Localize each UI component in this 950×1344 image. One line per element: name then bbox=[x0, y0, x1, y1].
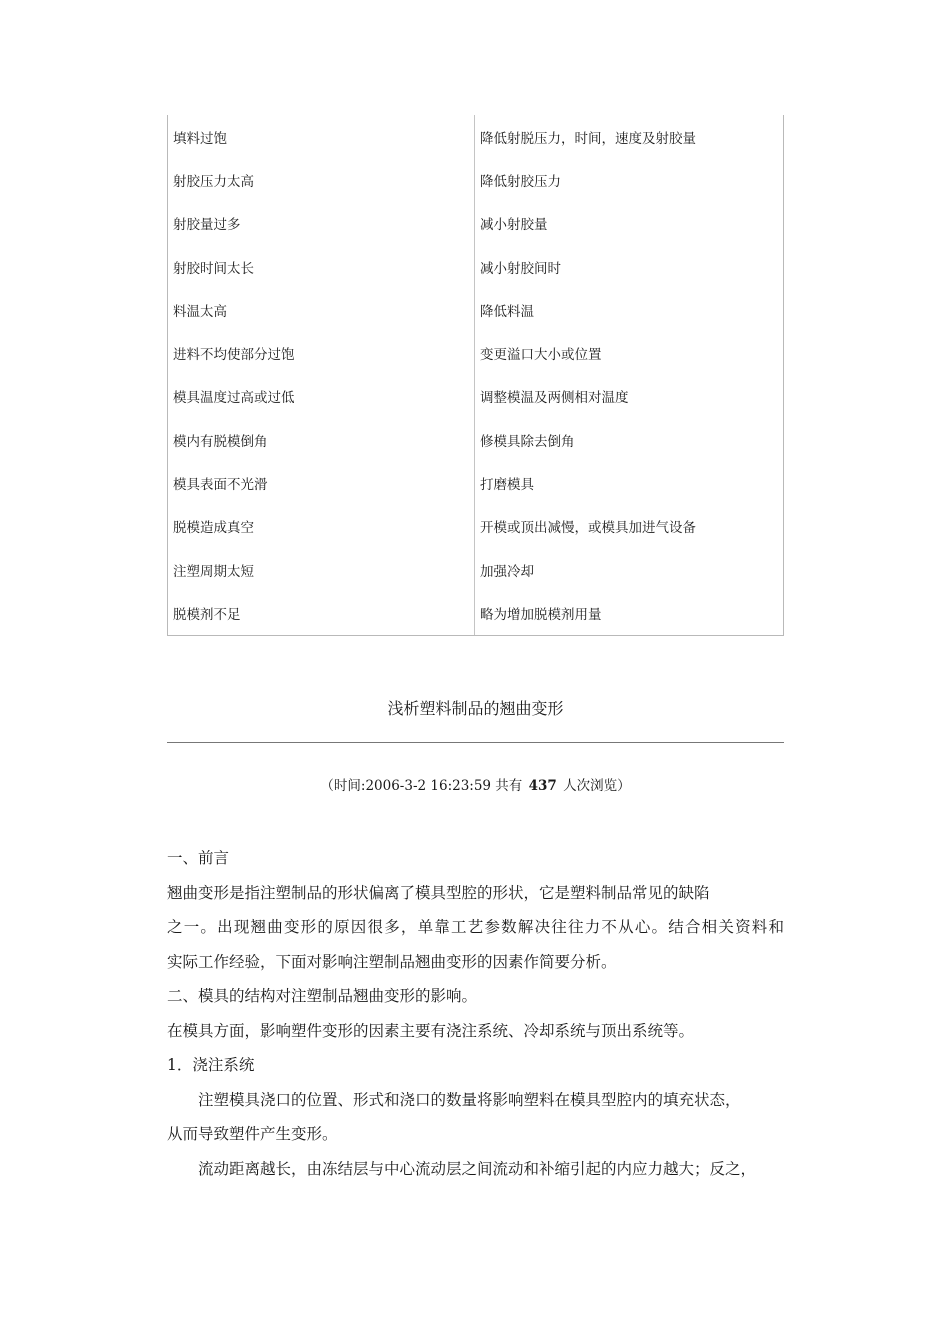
subsection-heading: 1．浇注系统 bbox=[167, 1056, 255, 1074]
fix-cell: 减小射胶量 bbox=[480, 217, 548, 234]
paragraph-line: 之一。出现翘曲变形的原因很多，单靠工艺参数解决往往力不从心。结合相关资料和 bbox=[167, 918, 784, 936]
paragraph-line: 翘曲变形是指注塑制品的形状偏离了模具型腔的形状，它是塑料制品常见的缺陷 bbox=[167, 883, 710, 902]
paragraph-line: 在模具方面，影响塑件变形的因素主要有浇注系统、冷却系统与顶出系统等。 bbox=[167, 1021, 695, 1040]
article-body bbox=[167, 846, 784, 1191]
table-row bbox=[168, 158, 783, 201]
table-row bbox=[168, 505, 783, 548]
fix-cell: 修模具除去倒角 bbox=[480, 433, 575, 450]
fix-cell: 略为增加脱模剂用量 bbox=[480, 606, 602, 623]
table-row bbox=[168, 591, 783, 634]
section-heading: 二、模具的结构对注塑制品翘曲变形的影响。 bbox=[167, 987, 478, 1005]
meta-suffix: 人次浏览） bbox=[563, 778, 631, 794]
fix-cell: 降低射脱压力，时间，速度及射胶量 bbox=[480, 130, 696, 147]
cause-cell: 模具温度过高或过低 bbox=[173, 390, 295, 407]
paragraph-line: 实际工作经验，下面对影响注塑制品翘曲变形的因素作简要分析。 bbox=[167, 952, 617, 971]
cause-cell: 射胶量过多 bbox=[173, 217, 241, 234]
fix-cell: 打磨模具 bbox=[480, 477, 534, 494]
cause-cell: 进料不均使部分过饱 bbox=[173, 347, 295, 364]
section-heading: 一、前言 bbox=[167, 849, 230, 867]
cause-cell: 模具表面不光滑 bbox=[173, 477, 268, 494]
cause-cell: 模内有脱模倒角 bbox=[173, 433, 268, 450]
cause-cell: 脱模剂不足 bbox=[173, 606, 241, 623]
view-count: 437 bbox=[528, 778, 557, 794]
table-row bbox=[168, 245, 783, 288]
cause-cell: 射胶压力太高 bbox=[173, 173, 254, 190]
paragraph-line: 从而导致塑件产生变形。 bbox=[167, 1125, 338, 1143]
table-row bbox=[168, 115, 783, 158]
fix-cell: 降低射胶压力 bbox=[480, 173, 561, 190]
table-row bbox=[168, 461, 783, 504]
article-title: 浅析塑料制品的翘曲变形 bbox=[387, 699, 564, 718]
table-row bbox=[168, 331, 783, 374]
defect-table bbox=[167, 115, 784, 636]
fix-cell: 降低料温 bbox=[480, 303, 534, 320]
cause-cell: 脱模造成真空 bbox=[173, 520, 254, 537]
table-row bbox=[168, 418, 783, 461]
table-row bbox=[168, 288, 783, 331]
fix-cell: 变更溢口大小或位置 bbox=[480, 347, 602, 364]
article-meta bbox=[167, 774, 784, 794]
paragraph-line: 注塑模具浇口的位置、形式和浇口的数量将影响塑料在模具型腔内的填充状态， bbox=[198, 1090, 741, 1109]
fix-cell: 开模或顶出减慢，或模具加进气设备 bbox=[480, 520, 696, 537]
table-row bbox=[168, 202, 783, 245]
cause-cell: 注塑周期太短 bbox=[173, 563, 254, 580]
meta-time: （时间:2006-3-2 16:23:59 共有 bbox=[320, 778, 523, 794]
cause-cell: 射胶时间太长 bbox=[173, 260, 254, 277]
fix-cell: 加强冷却 bbox=[480, 563, 534, 580]
table-row bbox=[168, 548, 783, 591]
title-divider bbox=[167, 742, 784, 743]
cause-cell: 料温太高 bbox=[173, 303, 227, 320]
table-row bbox=[168, 375, 783, 418]
paragraph-line: 流动距离越长，由冻结层与中心流动层之间流动和补缩引起的内应力越大；反之， bbox=[198, 1159, 757, 1178]
fix-cell: 调整模温及两侧相对温度 bbox=[480, 390, 629, 407]
fix-cell: 减小射胶间时 bbox=[480, 260, 561, 277]
cause-cell: 填料过饱 bbox=[173, 130, 227, 147]
